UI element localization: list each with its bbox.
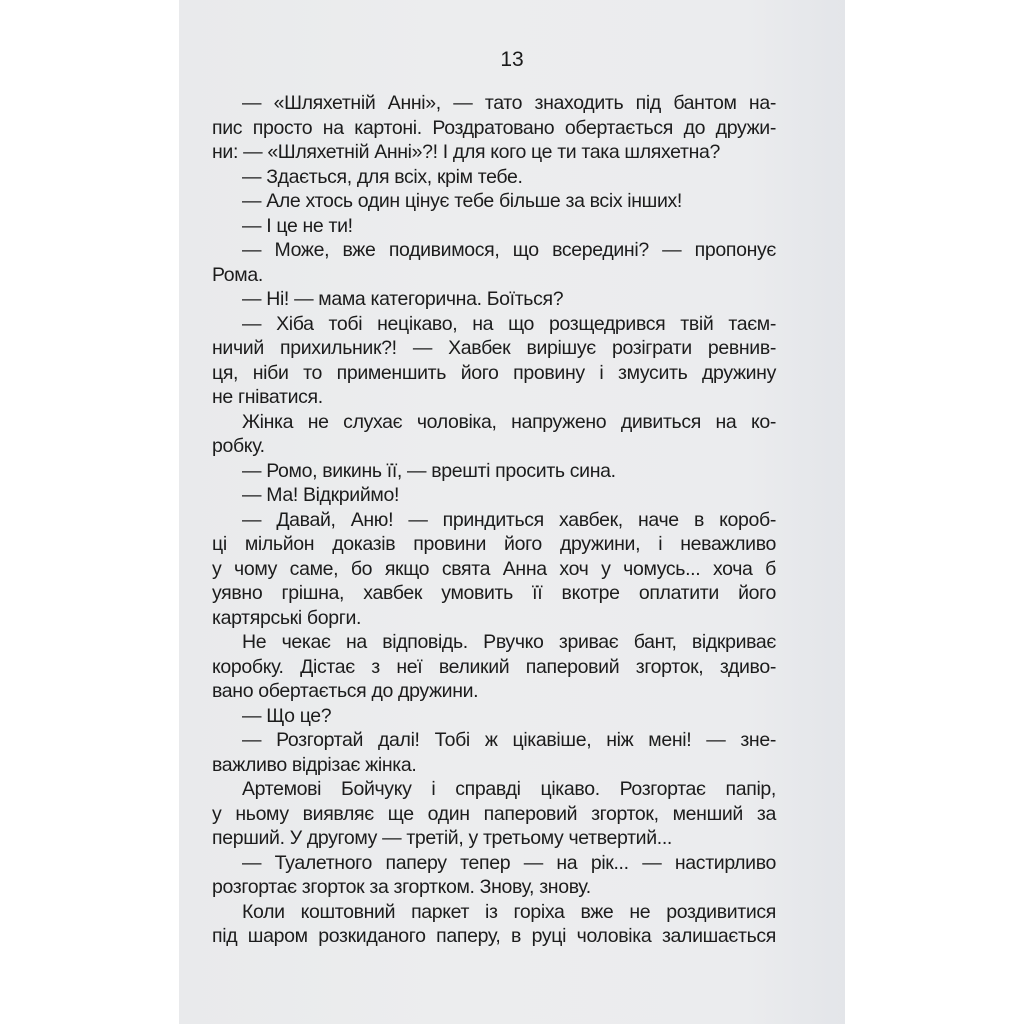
text-line: — Хіба тобі нецікаво, на що розщедрився твій таєм- bbox=[242, 312, 776, 335]
text-line: уявно грішна, хавбек умовить її вкотре оплатити його bbox=[212, 582, 776, 604]
text-line: Коли коштовний паркет із горіха вже не роздивитися bbox=[242, 900, 776, 923]
text-line: — Розгортай далі! Тобі ж цікавіше, ніж мені! — зне- bbox=[242, 729, 776, 751]
text-line: під шаром розкиданого паперу, в руці чоловіка залишається bbox=[212, 925, 776, 947]
text-line: — Туалетного паперу тепер — на рік... — настирливо bbox=[242, 851, 776, 874]
text-line: ничий прихильник?! — Хавбек вирішує розіграти ревнив- bbox=[212, 337, 776, 359]
text-line: — Ромо, викинь її, — врешті просить сина. bbox=[242, 459, 616, 482]
text-line: ни: — «Шляхетній Анні»?! І для кого це ти така шляхетна? bbox=[212, 141, 720, 163]
text-line: робку. bbox=[212, 435, 265, 457]
page-number: 13 bbox=[500, 48, 524, 71]
text-line: коробку. Дістає з неї великий паперовий згорток, здиво- bbox=[212, 655, 776, 678]
text-line: — Що це? bbox=[242, 704, 332, 727]
text-line: Артемові Бойчуку і справді цікаво. Розгортає папір, bbox=[242, 778, 776, 800]
text-line: Не чекає на відповідь. Рвучко зриває бант, відкриває bbox=[242, 631, 776, 653]
text-line: — Давай, Аню! — приндиться хавбек, наче в короб- bbox=[242, 508, 776, 531]
text-line: — «Шляхетній Анні», — тато знаходить під бантом на- bbox=[242, 92, 776, 114]
text-line: — Ма! Відкриймо! bbox=[242, 484, 400, 506]
text-line: розгортає згорток за згортком. Знову, знову. bbox=[212, 876, 591, 898]
text-line: у ньому виявляє ще один паперовий згорток, менший за bbox=[212, 802, 776, 825]
text-line: — Але хтось один цінує тебе більше за всіх інших! bbox=[242, 190, 682, 212]
text-line: у чому саме, бо якщо свята Анна хоч у чомусь... хоча б bbox=[212, 557, 776, 580]
text-line: — Може, вже подивимося, що всередині? — пропонує bbox=[242, 239, 776, 261]
text-line: важливо відрізає жінка. bbox=[212, 753, 417, 776]
text-line: вано обертається до дружини. bbox=[212, 680, 479, 702]
text-line: — Ні! — мама категорична. Боїться? bbox=[242, 288, 564, 310]
page-text bbox=[212, 91, 776, 949]
text-line: — І це не ти! bbox=[242, 214, 353, 237]
text-line: — Здається, для всіх, крім тебе. bbox=[242, 165, 523, 188]
text-line: ці мільйон доказів провини його дружини, і неважливо bbox=[212, 533, 776, 555]
text-line: ця, ніби то применшить його провину і змусить дружину bbox=[212, 361, 776, 384]
text-line: Рома. bbox=[212, 263, 263, 286]
text-line: перший. У другому — третій, у третьому четвертий... bbox=[212, 827, 672, 849]
text-line: Жінка не слухає чоловіка, напружено дивиться на ко- bbox=[242, 410, 776, 433]
text-line: пис просто на картоні. Роздратовано обертається до дружи- bbox=[212, 116, 776, 139]
text-line: не гніватися. bbox=[212, 386, 323, 408]
text-line: картярські борги. bbox=[212, 606, 362, 629]
